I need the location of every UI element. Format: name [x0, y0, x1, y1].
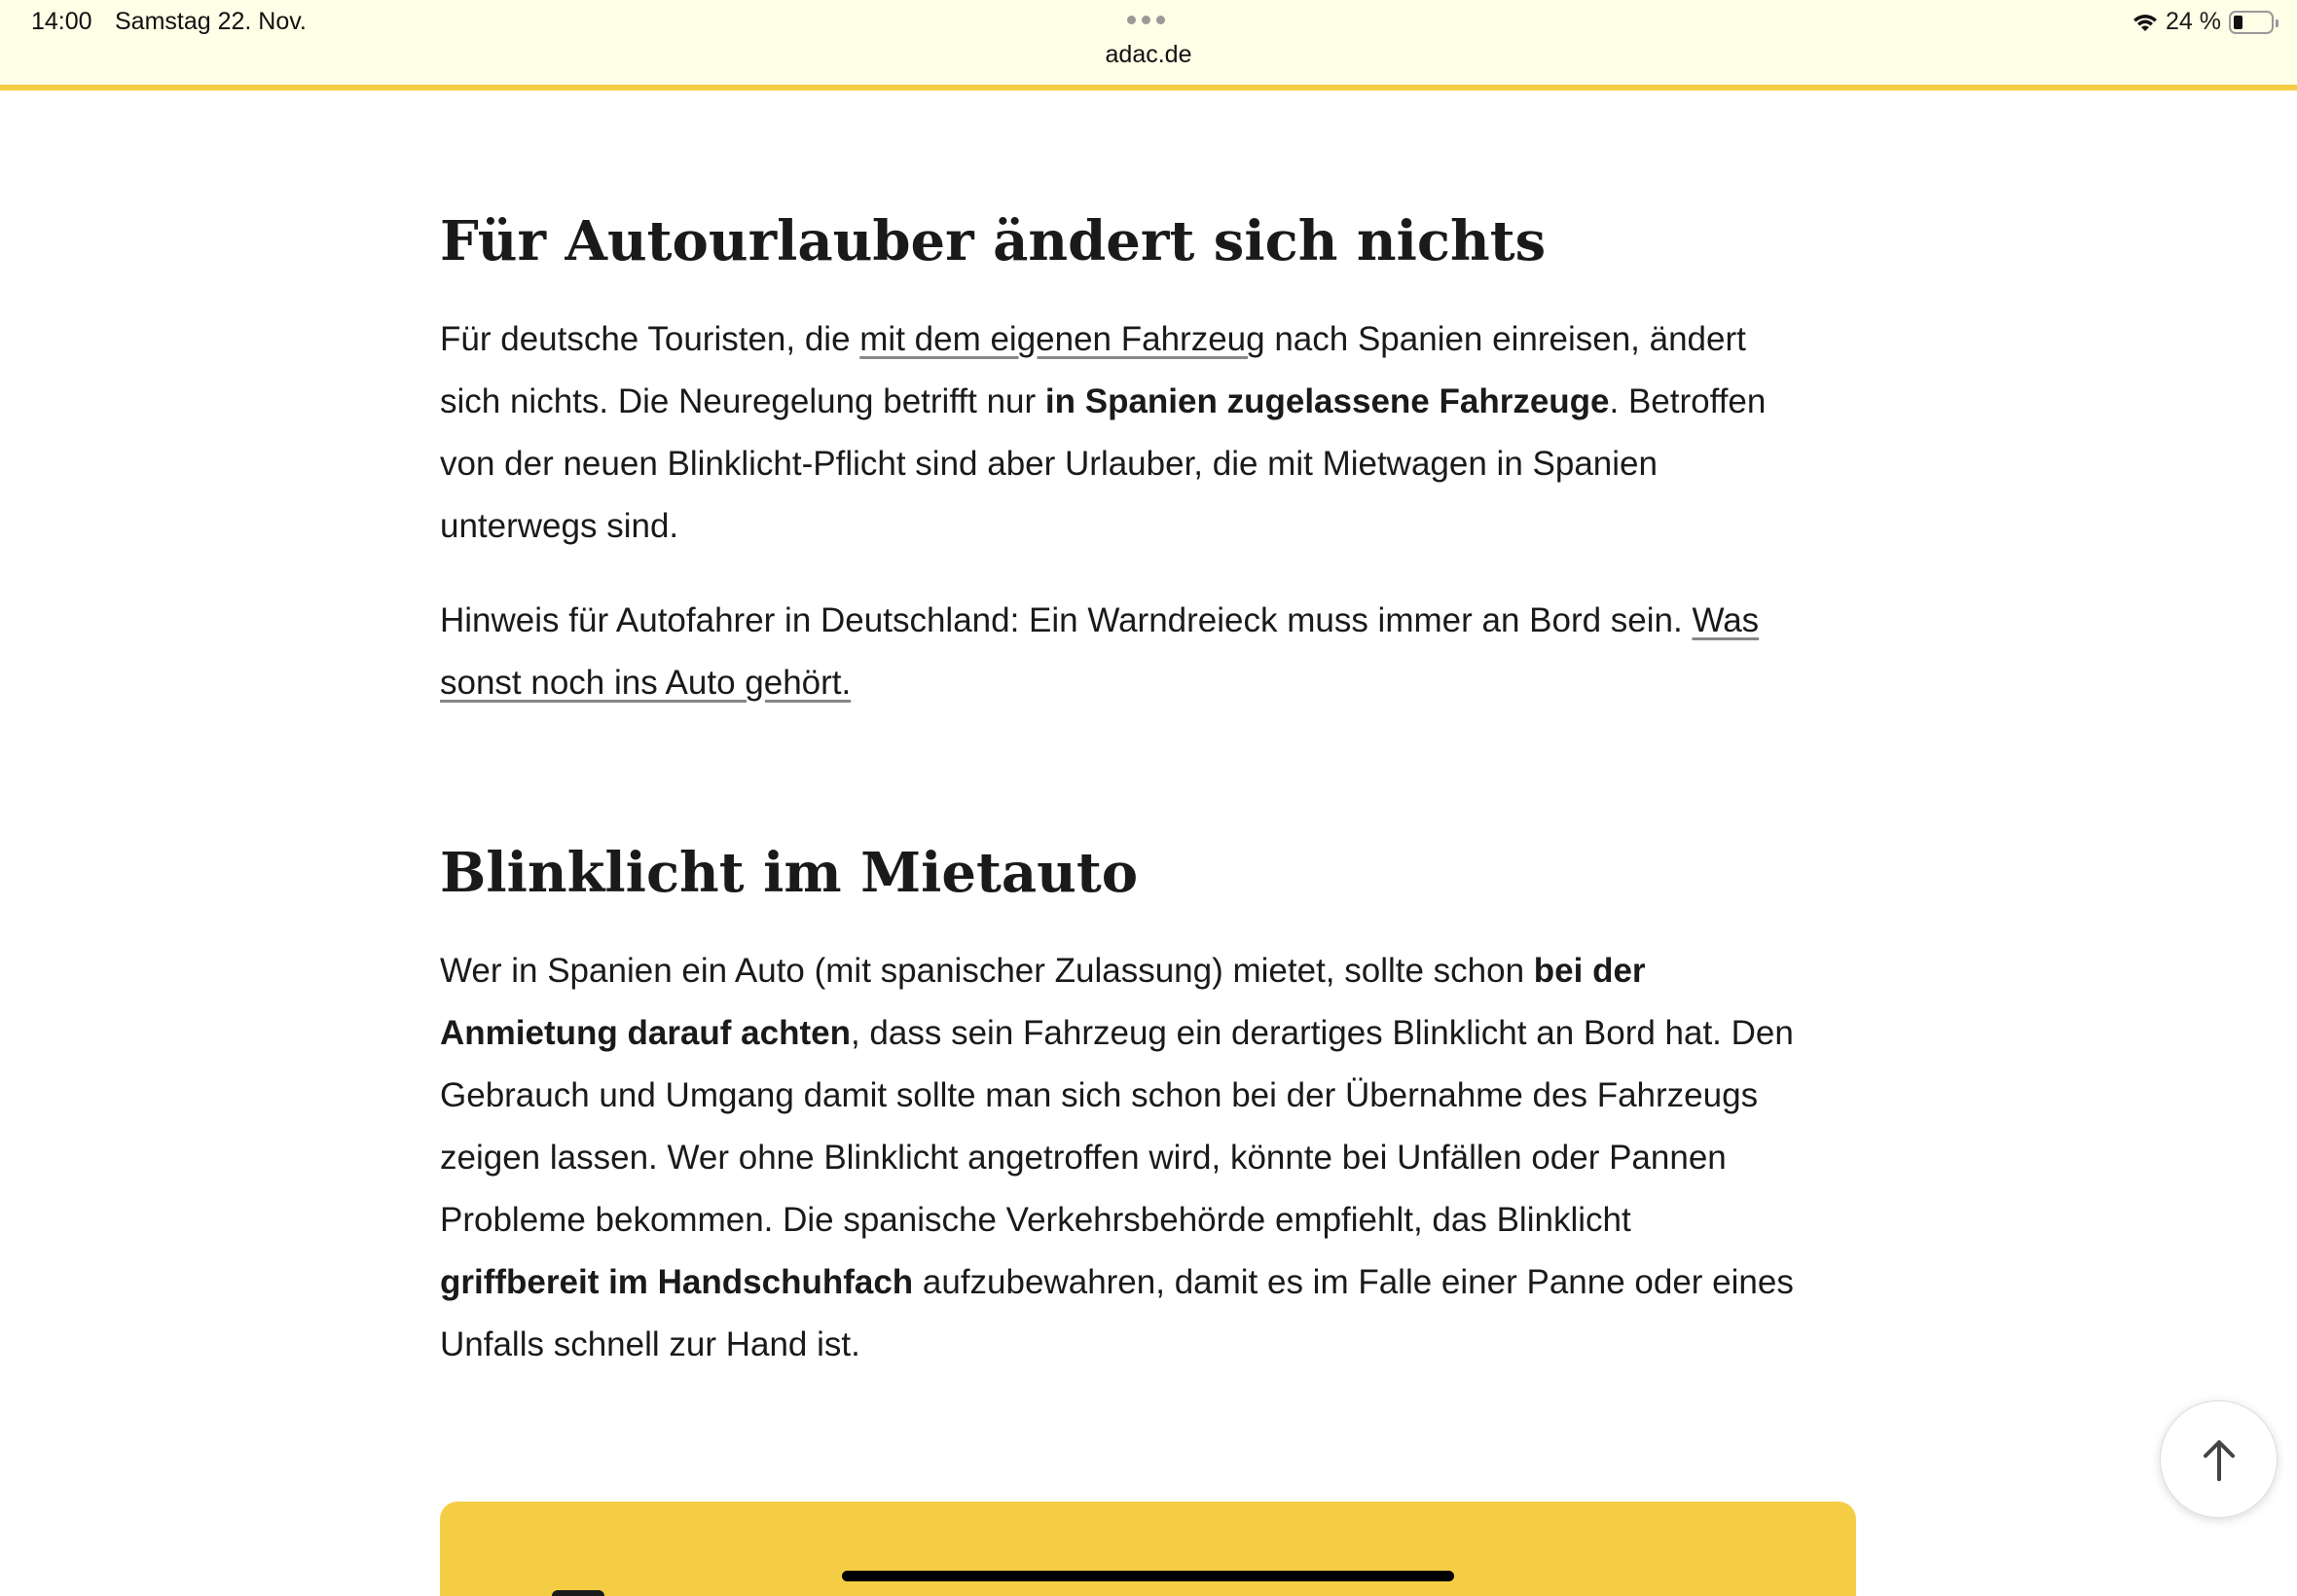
header-accent-line: [0, 85, 2297, 91]
text: Wer in Spanien ein Auto (mit spanischer Zulassung) mietet, sollte schon: [440, 952, 1534, 990]
url-label[interactable]: adac.de: [1105, 41, 1192, 68]
paragraph-line: Probleme bekommen. Die spanische Verkehrsbehörde empfiehlt, das Blinklicht: [440, 1201, 1631, 1239]
bold-text: griffbereit im Handschuhfach: [440, 1263, 914, 1301]
paragraph-line: Unfalls schnell zur Hand ist.: [440, 1325, 860, 1363]
text: Hinweis für Autofahrer in Deutschland: Ein Warndreieck muss immer an Bord sein.: [440, 601, 1693, 639]
paragraph-line: Gebrauch und Umgang damit sollte man sich schon bei der Übernahme des Fahrzeugs: [440, 1076, 1759, 1114]
scroll-to-top-button[interactable]: [2160, 1400, 2278, 1518]
paragraph-line: von der neuen Blinklicht-Pflicht sind aber Urlauber, die mit Mietwagen in Spanien: [440, 445, 1658, 483]
paragraph-line: [440, 590, 1759, 652]
multitasking-dots-icon[interactable]: [1127, 16, 1165, 24]
info-box: [440, 1502, 1856, 1596]
text: aufzubewahren, damit es im Falle einer Panne oder eines: [913, 1263, 1794, 1301]
paragraph-line: unterwegs sind.: [440, 507, 679, 545]
battery-percent: 24 %: [2166, 8, 2221, 35]
bold-text: in Spanien zugelassene Fahrzeuge: [1044, 382, 1610, 420]
paragraph-line: [440, 1002, 1794, 1065]
info-box-icon: [552, 1590, 604, 1596]
text: . Betroffen: [1609, 382, 1767, 420]
paragraph-line: [440, 1251, 1794, 1314]
clock: 14:00: [31, 8, 92, 35]
section-heading-autourlauber: Für Autourlauber ändert sich nichts: [440, 209, 1547, 273]
wifi-icon: [2133, 13, 2158, 32]
paragraph-line: zeigen lassen. Wer ohne Blinklicht angetroffen wird, könnte bei Unfällen oder Pannen: [440, 1139, 1727, 1177]
link-was-sonst-noch[interactable]: sonst noch ins Auto gehört.: [440, 664, 852, 702]
paragraph-line: [440, 940, 1646, 1002]
text: sich nichts. Die Neuregelung betrifft nur: [440, 382, 1045, 420]
arrow-up-icon: [2200, 1438, 2239, 1481]
status-bar: [0, 0, 2297, 85]
text: , dass sein Fahrzeug ein derartiges Blinklicht an Bord hat. Den: [850, 1014, 1794, 1052]
link-was-sonst-noch[interactable]: Was: [1692, 601, 1760, 639]
bold-text: bei der: [1533, 952, 1646, 990]
text: Für deutsche Touristen, die: [440, 320, 860, 358]
paragraph-line: [440, 652, 851, 714]
status-indicators: [2133, 8, 2274, 36]
text: nach Spanien einreisen, ändert: [1264, 320, 1746, 358]
date: Samstag 22. Nov.: [115, 8, 307, 35]
paragraph-line: [440, 371, 1766, 433]
battery-icon: [2229, 11, 2274, 34]
bold-text: Anmietung darauf achten: [440, 1014, 851, 1052]
paragraph-line: [440, 308, 1746, 371]
link-eigenes-fahrzeug[interactable]: mit dem eigenen Fahrzeug: [859, 320, 1265, 358]
home-indicator[interactable]: [842, 1571, 1454, 1581]
section-heading-mietauto: Blinklicht im Mietauto: [440, 841, 1139, 905]
